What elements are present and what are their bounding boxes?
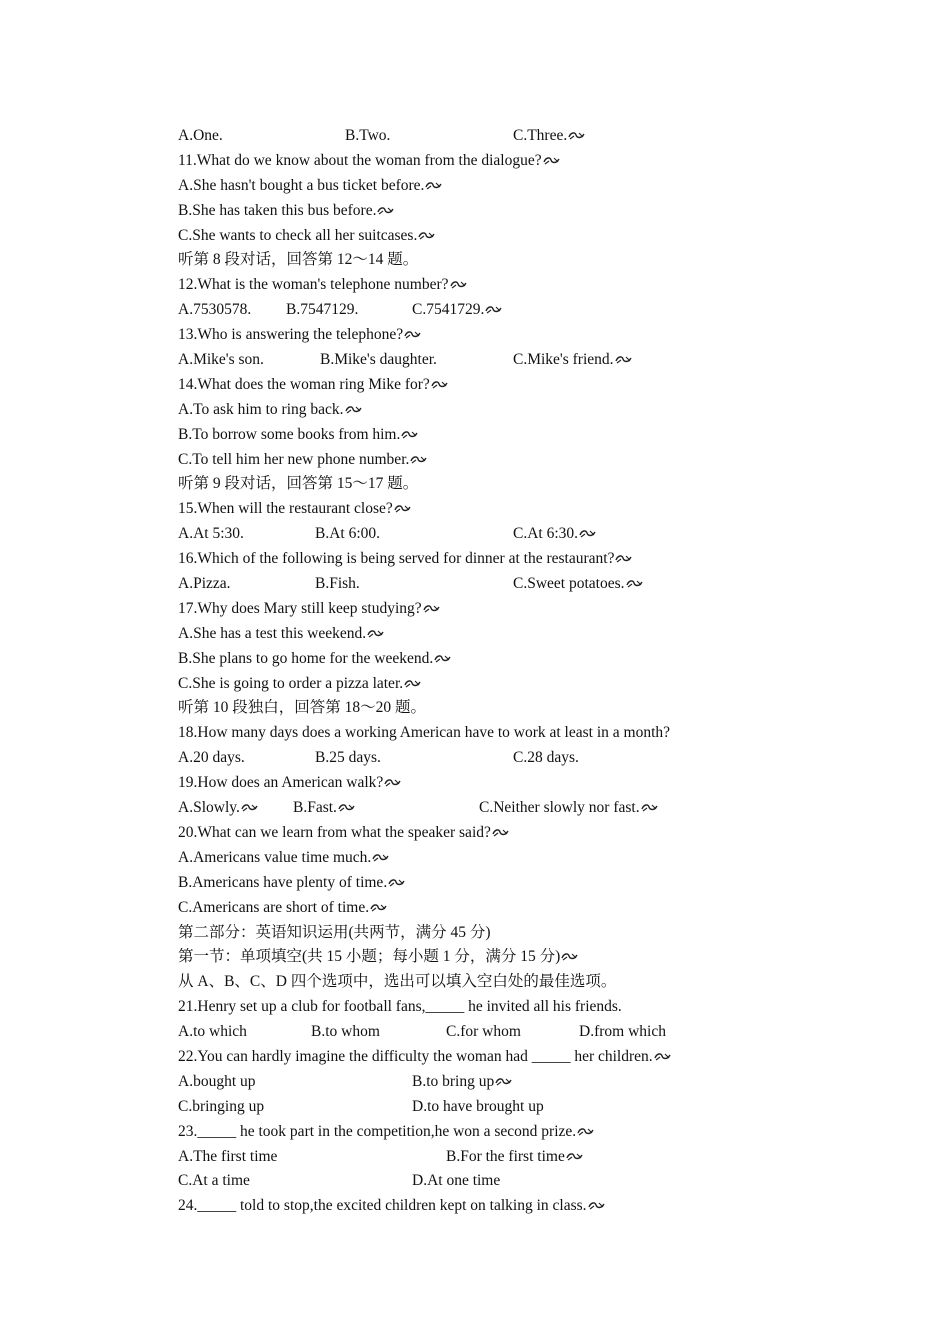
paragraph-mark-icon xyxy=(345,399,362,409)
paragraph-mark-icon xyxy=(615,548,632,558)
text-line xyxy=(178,398,798,423)
line-text xyxy=(178,373,448,398)
line-text xyxy=(178,1070,256,1095)
text-content: B.To borrow some books from him. xyxy=(178,425,401,443)
paragraph-mark-icon xyxy=(579,523,596,533)
paragraph-mark-icon xyxy=(367,623,384,633)
option-text xyxy=(320,348,437,373)
paragraph-mark-icon xyxy=(338,797,355,807)
line-text xyxy=(178,124,223,149)
text-line xyxy=(178,995,798,1020)
text-content: 13.Who is answering the telephone? xyxy=(178,326,404,344)
paragraph-mark-icon xyxy=(404,324,421,334)
text-line xyxy=(178,896,798,921)
paragraph-mark-icon xyxy=(588,1195,605,1205)
text-content: C.Sweet potatoes. xyxy=(513,575,625,593)
text-content: 听第 10 段独白，回答第 18～20 题。 xyxy=(178,699,427,717)
text-line xyxy=(178,273,798,298)
line-text xyxy=(178,472,418,497)
paragraph-mark-icon xyxy=(577,1121,594,1131)
text-content: B.to bring up xyxy=(412,1072,495,1090)
text-line xyxy=(178,597,798,622)
line-text xyxy=(178,273,467,298)
text-content: C.Mike's friend. xyxy=(513,351,614,369)
text-line xyxy=(178,323,798,348)
text-content: B.to whom xyxy=(311,1023,380,1041)
text-content: 20.What can we learn from what the speaker said? xyxy=(178,823,491,841)
line-text xyxy=(178,896,387,921)
line-text xyxy=(178,771,401,796)
line-text xyxy=(178,248,418,273)
option-text xyxy=(513,746,579,771)
line-text xyxy=(178,921,491,946)
text-line xyxy=(178,1120,798,1145)
line-text xyxy=(178,672,421,697)
text-content: A.Americans value time much. xyxy=(178,848,372,866)
text-content: C.Three. xyxy=(513,127,568,144)
text-line xyxy=(178,1095,798,1120)
text-line xyxy=(178,348,798,373)
paragraph-mark-icon xyxy=(561,946,578,956)
text-content: A.To ask him to ring back. xyxy=(178,400,344,418)
option-text xyxy=(513,124,585,149)
option-text xyxy=(315,522,380,547)
text-content: C.At 6:30. xyxy=(513,525,579,543)
line-text xyxy=(178,746,245,771)
option-text xyxy=(513,348,632,373)
line-text xyxy=(178,1095,264,1120)
exam-page xyxy=(178,124,798,1219)
line-text xyxy=(178,821,509,846)
option-text xyxy=(315,572,360,597)
option-text xyxy=(412,1095,544,1120)
text-line xyxy=(178,448,798,473)
text-line xyxy=(178,821,798,846)
text-line xyxy=(178,721,798,746)
text-content: 听第 9 段对话，回答第 15～17 题。 xyxy=(178,475,419,493)
paragraph-mark-icon xyxy=(401,424,418,434)
paragraph-mark-icon xyxy=(418,225,435,235)
text-content: 12.What is the woman's telephone number? xyxy=(178,276,449,294)
text-content: B.Mike's daughter. xyxy=(320,351,437,369)
text-content: 14.What does the woman ring Mike for? xyxy=(178,375,430,393)
paragraph-mark-icon xyxy=(394,498,411,508)
text-line xyxy=(178,423,798,448)
paragraph-mark-icon xyxy=(410,449,427,459)
paragraph-mark-icon xyxy=(431,374,448,384)
text-content: 从 A、B、C、D 四个选项中，选出可以填入空白处的最佳选项。 xyxy=(178,973,617,991)
text-line xyxy=(178,522,798,547)
option-text xyxy=(446,1145,583,1170)
text-content: A.20 days. xyxy=(178,749,245,767)
option-text xyxy=(315,746,381,771)
line-text xyxy=(178,199,394,224)
option-text xyxy=(311,1020,380,1045)
text-content: 18.How many days does a working American have to work at least in a month? xyxy=(178,724,671,742)
text-line xyxy=(178,921,798,946)
line-text xyxy=(178,995,622,1020)
paragraph-mark-icon xyxy=(654,1046,671,1056)
paragraph-mark-icon xyxy=(370,897,387,907)
text-content: B.25 days. xyxy=(315,749,381,767)
option-text xyxy=(446,1020,521,1045)
text-line xyxy=(178,746,798,771)
text-content: 16.Which of the following is being served for dinner at the restaurant? xyxy=(178,550,615,568)
line-text xyxy=(178,945,578,970)
line-text xyxy=(178,448,427,473)
text-content: A.She has a test this weekend. xyxy=(178,624,367,642)
paragraph-mark-icon xyxy=(485,299,502,309)
line-text xyxy=(178,846,389,871)
text-content: B.At 6:00. xyxy=(315,525,381,543)
text-content: C.7541729. xyxy=(412,301,485,319)
paragraph-mark-icon xyxy=(434,648,451,658)
option-text xyxy=(479,796,658,821)
text-line xyxy=(178,472,798,497)
text-line xyxy=(178,124,798,149)
line-text xyxy=(178,323,421,348)
text-content: 24._____ told to stop,the excited children kept on talking in class. xyxy=(178,1197,587,1215)
text-line xyxy=(178,796,798,821)
text-content: A.bought up xyxy=(178,1072,256,1090)
paragraph-mark-icon xyxy=(492,822,509,832)
line-text xyxy=(178,398,362,423)
text-content: 15.When will the restaurant close? xyxy=(178,500,393,518)
text-line xyxy=(178,1145,798,1170)
option-text xyxy=(412,1070,512,1095)
text-content: 22.You can hardly imagine the difficulty the woman had _____ her children. xyxy=(178,1047,653,1065)
text-content: C.Neither slowly nor fast. xyxy=(479,799,640,817)
paragraph-mark-icon xyxy=(641,797,658,807)
paragraph-mark-icon xyxy=(384,772,401,782)
paragraph-mark-icon xyxy=(568,125,585,135)
line-text xyxy=(178,696,426,721)
text-content: C.bringing up xyxy=(178,1097,265,1115)
text-line xyxy=(178,1045,798,1070)
text-line xyxy=(178,547,798,572)
text-line xyxy=(178,771,798,796)
paragraph-mark-icon xyxy=(543,150,560,160)
paragraph-mark-icon xyxy=(388,872,405,882)
text-line xyxy=(178,572,798,597)
text-content: 23._____ he took part in the competition,he won a second prize. xyxy=(178,1122,577,1140)
text-line xyxy=(178,672,798,697)
line-text xyxy=(178,871,405,896)
text-line xyxy=(178,1169,798,1194)
text-line xyxy=(178,970,798,995)
text-content: A.Mike's son. xyxy=(178,351,264,369)
line-text xyxy=(178,547,632,572)
line-text xyxy=(178,298,251,323)
text-content: A.to which xyxy=(178,1023,247,1041)
option-text xyxy=(412,298,502,323)
text-content: 21.Henry set up a club for football fans,_____ he invited all his friends. xyxy=(178,998,622,1016)
text-content: C.for whom xyxy=(446,1023,521,1041)
paragraph-mark-icon xyxy=(372,847,389,857)
text-content: C.She wants to check all her suitcases. xyxy=(178,226,418,244)
text-content: A.Slowly. xyxy=(178,799,240,817)
text-line xyxy=(178,647,798,672)
text-line xyxy=(178,945,798,970)
text-content: 听第 8 段对话，回答第 12～14 题。 xyxy=(178,251,419,269)
line-text xyxy=(178,497,411,522)
option-text xyxy=(513,572,643,597)
text-content: B.Fast. xyxy=(293,799,337,817)
line-text xyxy=(178,348,264,373)
paragraph-mark-icon xyxy=(626,573,643,583)
line-text xyxy=(178,1020,247,1045)
text-content: A.At 5:30. xyxy=(178,525,244,543)
line-text xyxy=(178,572,231,597)
paragraph-mark-icon xyxy=(425,175,442,185)
paragraph-mark-icon xyxy=(495,1071,512,1081)
line-text xyxy=(178,1120,594,1145)
text-line xyxy=(178,199,798,224)
line-text xyxy=(178,224,435,249)
text-line xyxy=(178,1070,798,1095)
text-content: C.To tell him her new phone number. xyxy=(178,450,410,468)
paragraph-mark-icon xyxy=(566,1146,583,1156)
paragraph-mark-icon xyxy=(450,274,467,284)
line-text xyxy=(178,1045,671,1070)
text-line xyxy=(178,149,798,174)
option-text xyxy=(579,1020,666,1045)
paragraph-mark-icon xyxy=(404,673,421,683)
line-text xyxy=(178,174,442,199)
text-line xyxy=(178,497,798,522)
option-text xyxy=(293,796,355,821)
text-content: C.At a time xyxy=(178,1172,250,1190)
text-content: D.from which xyxy=(579,1023,666,1041)
text-line xyxy=(178,622,798,647)
text-content: 第二部分：英语知识运用(共两节，满分 45 分) xyxy=(178,923,491,941)
text-content: B.Fish. xyxy=(315,575,360,593)
text-content: 17.Why does Mary still keep studying? xyxy=(178,599,422,617)
line-text xyxy=(178,1194,605,1219)
text-line xyxy=(178,224,798,249)
text-content: B.Two. xyxy=(345,127,391,144)
text-content: 19.How does an American walk? xyxy=(178,774,384,792)
text-content: A.7530578. xyxy=(178,301,252,319)
text-content: B.She plans to go home for the weekend. xyxy=(178,649,434,667)
option-text xyxy=(513,522,596,547)
option-text xyxy=(286,298,358,323)
text-content: 11.What do we know about the woman from the dialogue? xyxy=(178,151,542,169)
line-text xyxy=(178,423,418,448)
text-content: D.to have brought up xyxy=(412,1097,544,1115)
text-content: C.28 days. xyxy=(513,749,579,767)
text-line xyxy=(178,1020,798,1045)
line-text xyxy=(178,647,451,672)
text-content: A.One. xyxy=(178,127,223,144)
text-line xyxy=(178,174,798,199)
text-content: B.For the first time xyxy=(446,1147,565,1165)
line-text xyxy=(178,970,616,995)
text-line xyxy=(178,373,798,398)
text-line xyxy=(178,298,798,323)
text-content: A.She hasn't bought a bus ticket before. xyxy=(178,176,425,194)
line-text xyxy=(178,721,670,746)
text-content: C.Americans are short of time. xyxy=(178,898,370,916)
line-text xyxy=(178,149,560,174)
line-text xyxy=(178,522,244,547)
text-content: D.At one time xyxy=(412,1172,501,1190)
text-content: A.Pizza. xyxy=(178,575,231,593)
text-content: B.7547129. xyxy=(286,301,359,319)
line-text xyxy=(178,1145,277,1170)
text-content: B.Americans have plenty of time. xyxy=(178,873,388,891)
paragraph-mark-icon xyxy=(423,598,440,608)
option-text xyxy=(412,1169,500,1194)
text-line xyxy=(178,696,798,721)
text-line xyxy=(178,1194,798,1219)
line-text xyxy=(178,796,258,821)
line-text xyxy=(178,1169,250,1194)
text-line xyxy=(178,846,798,871)
text-line xyxy=(178,248,798,273)
paragraph-mark-icon xyxy=(615,349,632,359)
line-text xyxy=(178,597,440,622)
option-text xyxy=(345,124,390,149)
paragraph-mark-icon xyxy=(241,797,258,807)
line-text xyxy=(178,622,384,647)
text-content: A.The first time xyxy=(178,1147,278,1165)
text-content: 第一节：单项填空(共 15 小题；每小题 1 分，满分 15 分) xyxy=(178,948,561,966)
text-line xyxy=(178,871,798,896)
paragraph-mark-icon xyxy=(377,200,394,210)
text-content: C.She is going to order a pizza later. xyxy=(178,674,404,692)
text-content: B.She has taken this bus before. xyxy=(178,201,377,219)
